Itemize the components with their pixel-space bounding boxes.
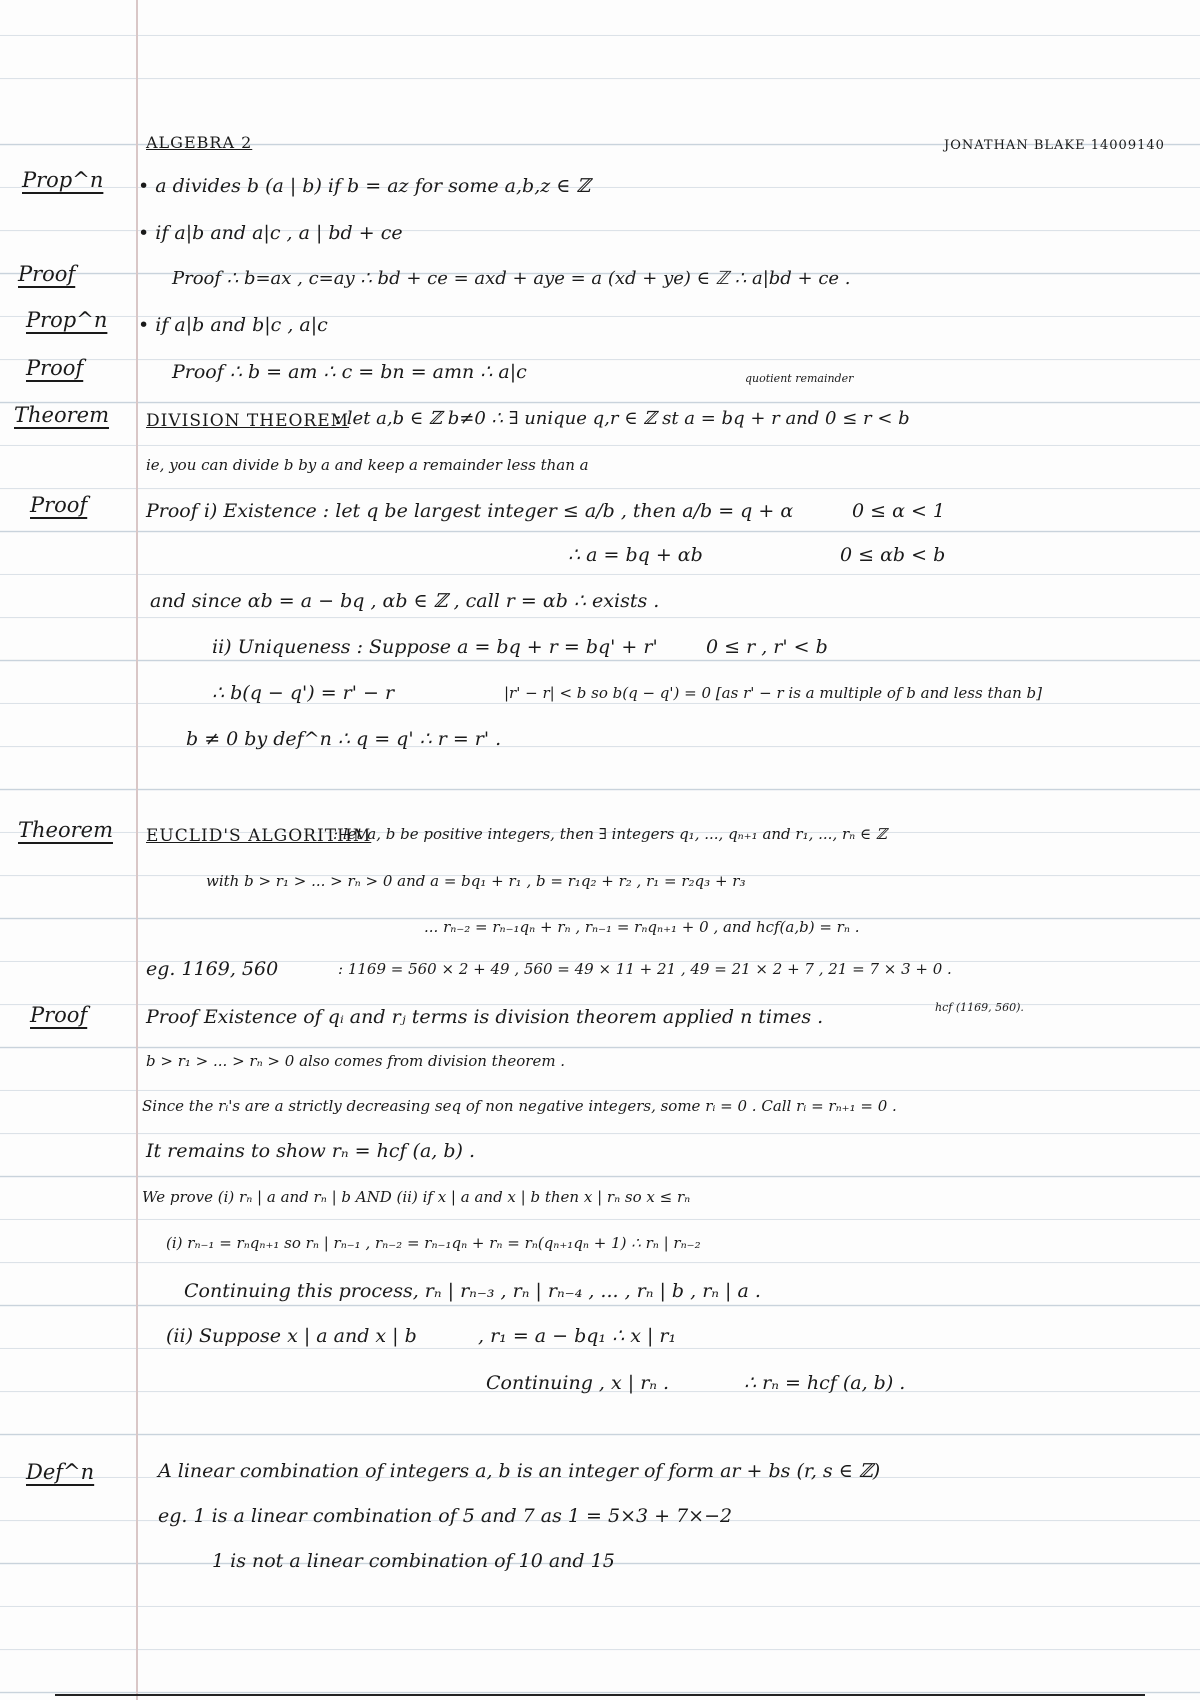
note-line: : 1169 = 560 × 2 + 49 , 560 = 49 × 11 + 21 , 49 = 21 × 2 + 7 , 21 = 7 × 3 + 0 .: [338, 960, 952, 978]
author-name: JONATHAN BLAKE 14009140: [944, 138, 1165, 153]
margin-label-definition: Def^n: [26, 1460, 95, 1484]
note-line: and since αb = a − bq , αb ∈ ℤ , call r = αb ∴ exists .: [150, 590, 660, 612]
section-heading: DIVISION THEOREM: [146, 411, 350, 431]
note-line: b ≠ 0 by def^n ∴ q = q' ∴ r = r' .: [186, 728, 502, 750]
note-line: ∴ b(q − q') = r' − r: [212, 682, 395, 704]
annotation: hcf (1169, 560).: [935, 1001, 1024, 1014]
note-line: Proof i) Existence : let q be largest integer ≤ a/b , then a/b = q + α: [146, 500, 794, 522]
note-line: We prove (i) rₙ | a and rₙ | b AND (ii) if x | a and x | b then x | rₙ so x ≤ rₙ: [142, 1188, 691, 1206]
note-line: ii) Uniqueness : Suppose a = bq + r = bq' + r': [212, 636, 658, 658]
note-line: (i) rₙ₋₁ = rₙqₙ₊₁ so rₙ | rₙ₋₁ , rₙ₋₂ = rₙ₋₁qₙ + rₙ = rₙ(qₙ₊₁qₙ + 1) ∴ rₙ | rₙ₋₂: [166, 1234, 701, 1252]
note-line: • if a|b and a|c , a | bd + ce: [138, 222, 403, 244]
note-line: It remains to show rₙ = hcf (a, b) .: [146, 1140, 476, 1162]
note-line: |r' − r| < b so b(q − q') = 0 [as r' − r is a multiple of b and less than b]: [504, 684, 1042, 702]
margin-label-theorem: Theorem: [18, 818, 113, 842]
margin-line: [136, 0, 138, 1700]
margin-label-proof: Proof: [30, 493, 88, 517]
note-line: Continuing this process, rₙ | rₙ₋₃ , rₙ | rₙ₋₄ , ... , rₙ | b , rₙ | a .: [184, 1280, 761, 1302]
page-title: ALGEBRA 2: [146, 133, 253, 152]
note-line: : let a, b be positive integers, then ∃ integers q₁, ..., qₙ₊₁ and r₁, ..., rₙ ∈ ℤ: [333, 825, 887, 843]
margin-label-proposition: Prop^n: [22, 168, 104, 192]
note-line: b > r₁ > ... > rₙ > 0 also comes from division theorem .: [146, 1052, 566, 1070]
note-line: eg. 1 is a linear combination of 5 and 7 as 1 = 5×3 + 7×−2: [158, 1505, 733, 1527]
note-line: with b > r₁ > ... > rₙ > 0 and a = bq₁ + r₁ , b = r₁q₂ + r₂ , r₁ = r₂q₃ + r₃: [206, 872, 746, 890]
page-bottom-edge: [55, 1694, 1145, 1696]
note-line: A linear combination of integers a, b is an integer of form ar + bs (r, s ∈ ℤ): [158, 1460, 881, 1482]
note-line: 0 ≤ α < 1: [852, 500, 946, 522]
note-line: Since the rᵢ's are a strictly decreasing seq of non negative integers, some rᵢ = 0 . Call rᵢ = rₙ₊₁ = 0 .: [142, 1097, 897, 1115]
note-line: Proof ∴ b = am ∴ c = bn = amn ∴ a|c: [172, 361, 527, 383]
note-line: ie, you can divide b by a and keep a remainder less than a: [146, 456, 589, 474]
note-line: Continuing , x | rₙ .: [486, 1372, 670, 1394]
note-line: • a divides b (a | b) if b = az for some a,b,z ∈ ℤ: [138, 175, 591, 197]
note-line: ∴ a = bq + αb: [568, 544, 703, 566]
margin-label-proof: Proof: [18, 262, 76, 286]
note-line: Proof Existence of qᵢ and rⱼ terms is division theorem applied n times .: [146, 1006, 824, 1028]
note-line: 1 is not a linear combination of 10 and 15: [212, 1550, 615, 1572]
note-line: ∴ rₙ = hcf (a, b) .: [744, 1372, 906, 1394]
margin-label-proof: Proof: [26, 356, 84, 380]
annotation: quotient remainder: [745, 372, 854, 385]
margin-label-proposition: Prop^n: [26, 308, 108, 332]
note-line: , r₁ = a − bq₁ ∴ x | r₁: [478, 1325, 677, 1347]
note-line: (ii) Suppose x | a and x | b: [166, 1325, 417, 1347]
note-line: 0 ≤ r , r' < b: [706, 636, 828, 658]
section-heading: EUCLID'S ALGORITHM: [146, 826, 372, 846]
note-line: 0 ≤ αb < b: [840, 544, 946, 566]
note-line: Proof ∴ b=ax , c=ay ∴ bd + ce = axd + aye = a (xd + ye) ∈ ℤ ∴ a|bd + ce .: [172, 268, 851, 289]
note-line: eg. 1169, 560: [146, 958, 279, 980]
margin-label-proof: Proof: [30, 1003, 88, 1027]
margin-label-theorem: Theorem: [14, 403, 109, 427]
note-line: : let a,b ∈ ℤ b≠0 ∴ ∃ unique q,r ∈ ℤ st a = bq + r and 0 ≤ r < b: [335, 408, 910, 429]
note-line: ... rₙ₋₂ = rₙ₋₁qₙ + rₙ , rₙ₋₁ = rₙqₙ₊₁ + 0 , and hcf(a,b) = rₙ .: [424, 918, 860, 936]
note-line: • if a|b and b|c , a|c: [138, 314, 328, 336]
